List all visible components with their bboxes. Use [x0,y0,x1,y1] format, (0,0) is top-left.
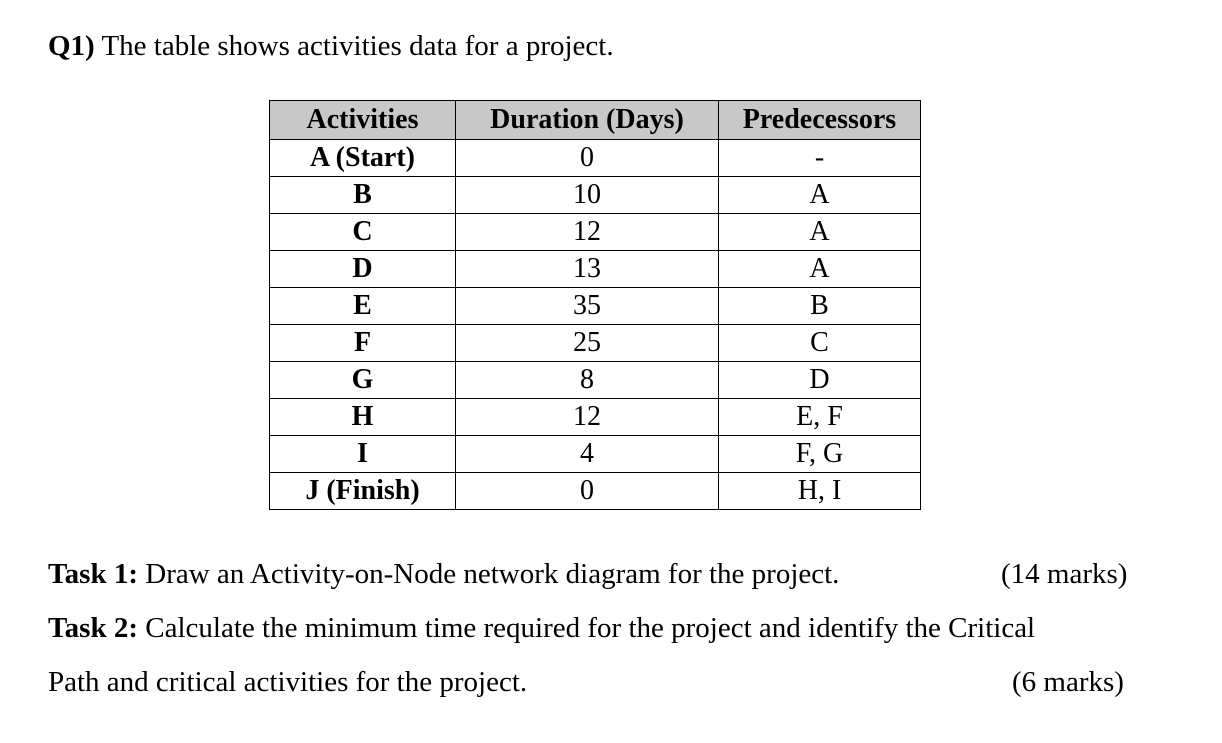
table-header-row [270,101,921,140]
cell-predecessors: H, I [719,473,921,510]
table-row [270,140,921,177]
table-row [270,362,921,399]
cell-duration: 12 [456,399,719,436]
task-1-marks: (14 marks) [1001,558,1128,590]
question-label: Q1) [48,30,95,62]
cell-duration: 25 [456,325,719,362]
cell-activity: A (Start) [270,140,456,177]
cell-activity: H [270,399,456,436]
cell-predecessors: A [719,177,921,214]
cell-duration: 10 [456,177,719,214]
task-1-text: Draw an Activity-on-Node network diagram for the project. [138,558,840,590]
cell-activity: D [270,251,456,288]
cell-duration: 0 [456,473,719,510]
cell-predecessors: B [719,288,921,325]
cell-duration: 8 [456,362,719,399]
task-2-continuation: Path and critical activities for the project. [48,666,528,698]
task-2 [48,610,1035,646]
cell-predecessors: - [719,140,921,177]
table-row [270,399,921,436]
cell-predecessors: C [719,325,921,362]
question-heading [48,28,614,64]
header-duration: Duration (Days) [456,101,719,140]
table-row [270,325,921,362]
table-row [270,251,921,288]
cell-predecessors: F, G [719,436,921,473]
cell-activity: C [270,214,456,251]
cell-duration: 35 [456,288,719,325]
task-1 [48,556,839,592]
question-text: The table shows activities data for a project. [94,30,614,62]
cell-duration: 4 [456,436,719,473]
task-2-text: Calculate the minimum time required for the project and identify the Critical [138,612,1036,644]
table-row [270,436,921,473]
task-2-marks: (6 marks) [1012,666,1124,698]
cell-activity: I [270,436,456,473]
cell-activity: F [270,325,456,362]
cell-activity: B [270,177,456,214]
table-row [270,473,921,510]
cell-activity: J (Finish) [270,473,456,510]
header-activities: Activities [270,101,456,140]
cell-predecessors: D [719,362,921,399]
cell-duration: 12 [456,214,719,251]
table-row [270,214,921,251]
cell-duration: 13 [456,251,719,288]
cell-activity: E [270,288,456,325]
table-row [270,288,921,325]
task-1-label: Task 1: [48,558,139,590]
cell-duration: 0 [456,140,719,177]
cell-predecessors: A [719,251,921,288]
activities-table [269,100,921,510]
cell-predecessors: E, F [719,399,921,436]
task-2-label: Task 2: [48,612,139,644]
cell-predecessors: A [719,214,921,251]
table-row [270,177,921,214]
cell-activity: G [270,362,456,399]
header-predecessors: Predecessors [719,101,921,140]
